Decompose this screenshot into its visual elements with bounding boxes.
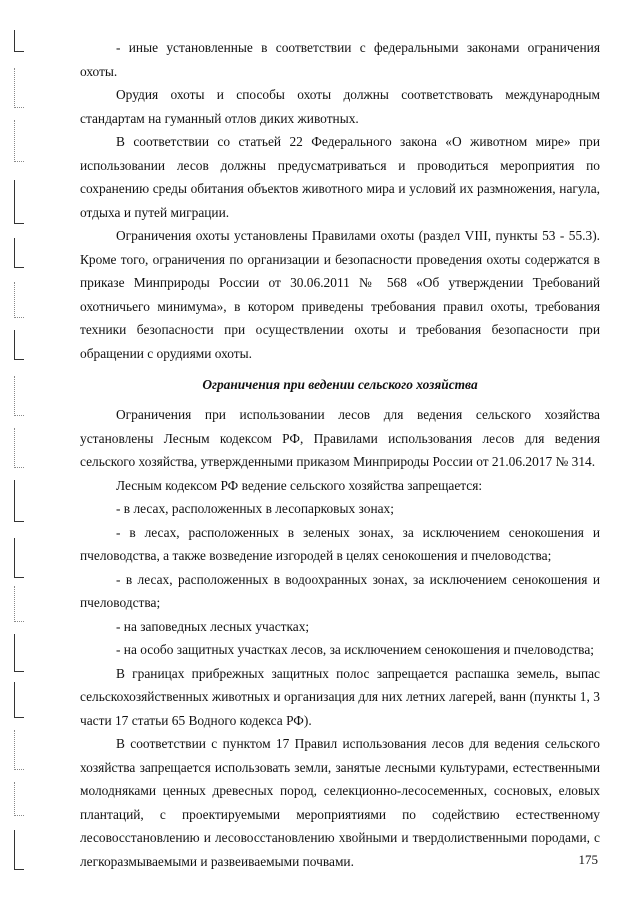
paragraph: Ограничения охоты установлены Правилами охоты (раздел VIII, пункты 53 - 55.3). Кроме того, ограничения по организации и безопасности проведения охоты содержатся в приказе Минприроды России от 30.06.2011 № 568 «Об утверждении Требований охотничьего минимума», в котором приведены требования правил охоты, требования техники безопасности при осуществлении охоты и требования безопасности при обращении с орудиями охоты.: [80, 228, 600, 361]
paragraph: Ограничения при использовании лесов для ведения сельского хозяйства установлены Лесным кодексом РФ, Правилами использования лесов для ведения сельского хозяйства, утвержденными приказом Минприроды России от 21.06.2017 № 314.: [80, 407, 600, 469]
margin-mark: [14, 634, 25, 672]
margin-mark: [14, 782, 25, 816]
margin-mark: [14, 180, 25, 224]
paragraph: В соответствии с пунктом 17 Правил использования лесов для ведения сельского хозяйства запрещается использовать земли, занятые лесными культурами, естественными молодняками ценных древесных пород, селекционно-лесосеменных, сосновых, еловых плантаций, с проектируемыми мероприятиями по содействию естественному лесовосстановлению и лесовосстановлению хвойными и твердолиственными породами, с легкоразмываемыми и развеиваемыми почвами.: [80, 736, 600, 869]
margin-mark: [14, 238, 25, 268]
paragraph: Орудия охоты и способы охоты должны соответствовать международным стандартам на гуманный отлов диких животных.: [80, 87, 600, 126]
section-heading: Ограничения при ведении сельского хозяйства: [202, 377, 478, 392]
margin-mark: [14, 30, 25, 52]
margin-mark: [14, 480, 25, 522]
binding-margin-marks: [10, 30, 26, 870]
margin-mark: [14, 376, 25, 416]
margin-mark: [14, 730, 25, 770]
margin-mark: [14, 586, 25, 622]
page-number: 175: [578, 852, 598, 867]
list-item: - на особо защитных участках лесов, за исключением сенокошения и пчеловодства;: [116, 642, 594, 657]
paragraph: - иные установленные в соответствии с федеральными законами ограничения охоты.: [80, 40, 600, 79]
paragraph: В соответствии со статьей 22 Федерального закона «О животном мире» при использовании лесов должны предусматриваться и проводиться мероприятия по сохранению среды обитания объектов животного мира и условий их размножения, нагула, отдыха и путей миграции.: [80, 134, 600, 220]
list-item: - на заповедных лесных участках;: [116, 618, 310, 634]
margin-mark: [14, 830, 25, 870]
margin-mark: [14, 428, 25, 468]
paragraph: В границах прибрежных защитных полос запрещается распашка земель, выпас сельскохозяйственных животных и организация для них летних лагерей, ванн (пункты 1, 3 части 17 статьи 65 Водного кодекса РФ).: [80, 665, 600, 728]
list-item: - в лесах, расположенных в лесопарковых зонах;: [116, 501, 394, 516]
margin-mark: [14, 282, 25, 318]
margin-mark: [14, 120, 25, 162]
paragraph: Лесным кодексом РФ ведение сельского хозяйства запрещается:: [116, 477, 483, 493]
document-body: [80, 36, 600, 873]
margin-mark: [14, 330, 25, 360]
list-item: - в лесах, расположенных в зеленых зонах, за исключением сенокошения и пчеловодства, а также возведение изгородей в целях сенокошения и пчеловодства;: [80, 524, 600, 563]
margin-mark: [14, 682, 25, 718]
margin-mark: [14, 538, 25, 578]
list-item: - в лесах, расположенных в водоохранных зонах, за исключением сенокошения и пчеловодства;: [80, 571, 600, 610]
margin-mark: [14, 68, 25, 108]
